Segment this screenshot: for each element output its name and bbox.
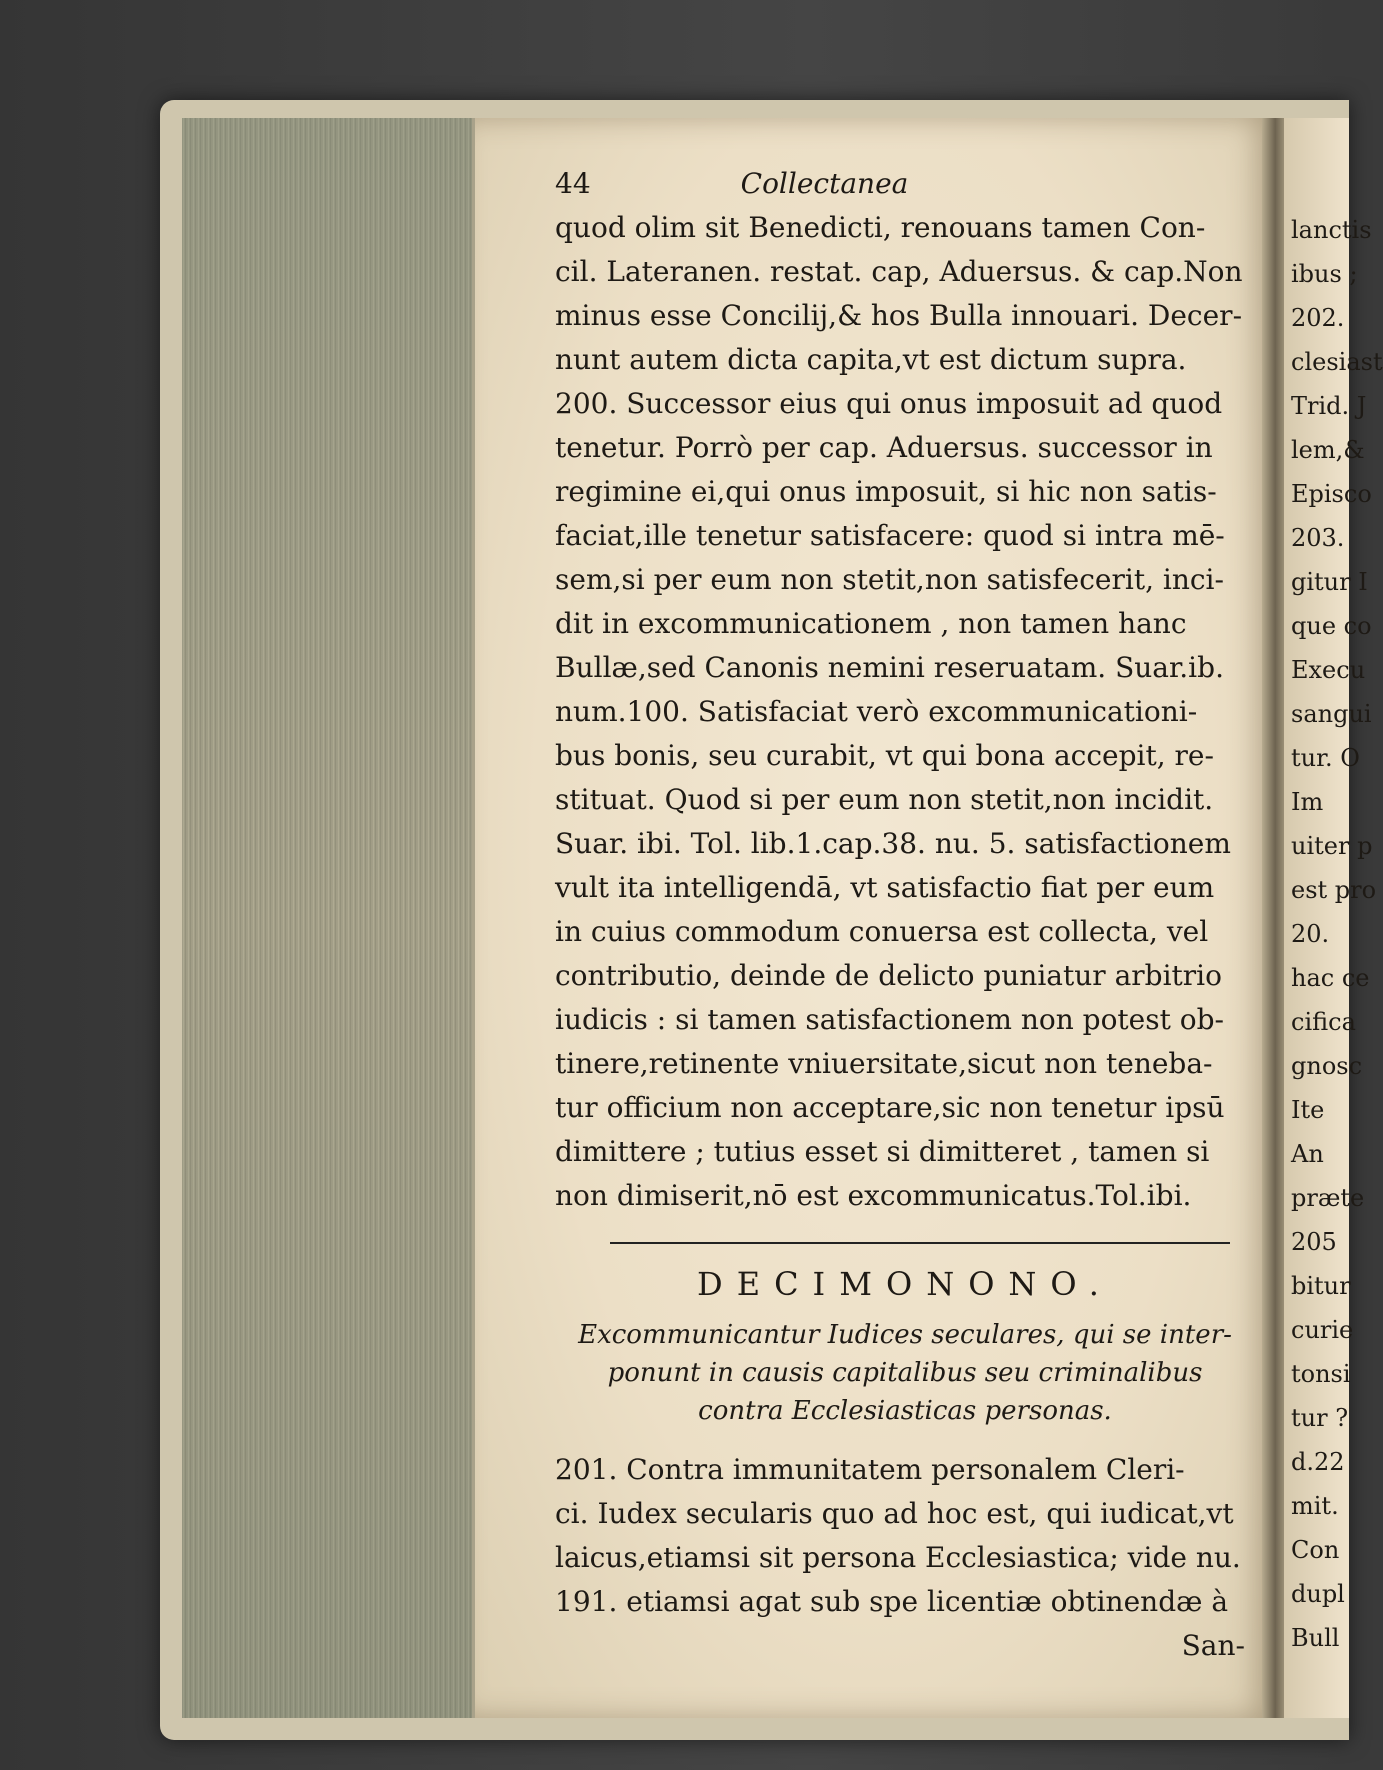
text-line: cil. Lateranen. restat. cap, Aduersus. & cap.Non: [555, 255, 1243, 288]
right-page-fragment: d.22: [1291, 1448, 1345, 1476]
page-edges: [182, 118, 475, 1718]
text-line: iudicis : si tamen satisfactionem non potest ob-: [555, 1003, 1225, 1036]
right-page-fragment: 20.: [1291, 920, 1330, 948]
right-page-fragment: gitur I: [1291, 568, 1368, 596]
right-page-fragment: Con: [1291, 1536, 1340, 1564]
right-page-fragment: uiter p: [1291, 832, 1373, 860]
text-block-top: [555, 206, 1255, 1218]
text-line: contributio, deinde de delicto puniatur arbitrio: [555, 959, 1222, 992]
right-page-fragment: tur ?: [1291, 1404, 1349, 1432]
text-line: tur officium non acceptare,sic non tenetur ipsū: [555, 1091, 1225, 1124]
left-page-text: [555, 162, 1255, 1668]
right-page-fragment: tonsi: [1291, 1360, 1351, 1388]
spacer: [555, 1430, 1255, 1448]
text-line: quod olim sit Benedicti, renouans tamen Con-: [555, 211, 1206, 244]
text-line: minus esse Concilij,& hos Bulla innouari. Decer-: [555, 299, 1243, 332]
right-page-fragment: mit.: [1291, 1492, 1339, 1520]
right-page-fragment: dupl: [1291, 1580, 1345, 1608]
right-page-fragment: lem,&: [1291, 436, 1365, 464]
right-page-fragment: Bull: [1291, 1624, 1340, 1652]
text-line: vult ita intelligendā, vt satisfactio fiat per eum: [555, 871, 1215, 904]
right-page-fragment: ibus ;: [1291, 260, 1358, 288]
page-header: [555, 162, 1255, 206]
text-line: 191. etiamsi agat sub spe licentiæ obtinendæ à: [555, 1585, 1229, 1618]
text-line: nunt autem dicta capita,vt est dictum supra.: [555, 343, 1187, 376]
right-page-fragment: Ite: [1291, 1096, 1325, 1124]
text-line: Bullæ,sed Canonis nemini reseruatam. Suar.ib.: [555, 651, 1224, 684]
rubric-line: Excommunicantur Iudices seculares, qui se inter-: [578, 1320, 1232, 1350]
text-line: in cuius commodum conuersa est collecta, vel: [555, 915, 1209, 948]
text-line: 201. Contra immunitatem personalem Cleri-: [555, 1453, 1185, 1486]
text-line: bus bonis, seu curabit, vt qui bona accepit, re-: [555, 739, 1214, 772]
section-heading: DECIMONONO.: [697, 1265, 1113, 1303]
right-page-fragment: lanctis: [1291, 216, 1372, 244]
text-line: laicus,etiamsi sit persona Ecclesiastica; vide nu.: [555, 1541, 1241, 1574]
text-line: ci. Iudex secularis quo ad hoc est, qui iudicat,vt: [555, 1497, 1234, 1530]
text-line: non dimiserit,nō est excommunicatus.Tol.ibi.: [555, 1179, 1192, 1212]
gutter: [1262, 118, 1284, 1718]
text-line: dit in excommunicationem , non tamen hanc: [555, 607, 1187, 640]
right-page-fragment: cifica: [1291, 1008, 1356, 1036]
right-page-fragment: gnosc: [1291, 1052, 1363, 1080]
text-line: regimine ei,qui onus imposuit, si hic non satis-: [555, 475, 1217, 508]
text-line: sem,si per eum non stetit,non satisfecerit, inci-: [555, 563, 1224, 596]
rubric-line: contra Ecclesiasticas personas.: [698, 1396, 1112, 1426]
text-line: stituat. Quod si per eum non stetit,non incidit.: [555, 783, 1214, 816]
page-number: 44: [555, 167, 591, 200]
right-page-fragment: Execu: [1291, 656, 1366, 684]
rubric-line: ponunt in causis capitalibus seu criminalibus: [607, 1358, 1203, 1388]
text-line: tinere,retinente vniuersitate,sicut non teneba-: [555, 1047, 1213, 1080]
text-line: Suar. ibi. Tol. lib.1.cap.38. nu. 5. satisfactionem: [555, 827, 1231, 860]
right-page-fragment: tur. O: [1291, 744, 1360, 772]
right-page-fragment: que co: [1291, 612, 1372, 640]
right-page-fragment: clesiast: [1291, 348, 1383, 376]
text-line: num.100. Satisfaciat verò excommunicationi-: [555, 695, 1198, 728]
text-line: dimittere ; tutius esset si dimitteret , tamen si: [555, 1135, 1210, 1168]
divider-rule: [610, 1242, 1230, 1244]
right-page-fragment: bitur: [1291, 1272, 1351, 1300]
catchword: San-: [1181, 1629, 1245, 1662]
right-page-fragment: 205: [1291, 1228, 1337, 1256]
right-page-fragment: est pro: [1291, 876, 1377, 904]
right-page-fragment: Trid. J: [1291, 392, 1367, 420]
rubric: [555, 1316, 1255, 1430]
right-page-fragment: 202.: [1291, 304, 1345, 332]
running-head: Collectanea: [740, 167, 909, 200]
text-block-bottom: [555, 1448, 1255, 1624]
text-line: tenetur. Porrò per cap. Aduersus. successor in: [555, 431, 1213, 464]
right-page-fragment: curie: [1291, 1316, 1354, 1344]
text-line: faciat,ille tenetur satisfacere: quod si intra mē-: [555, 519, 1225, 552]
right-page-fragment: 203.: [1291, 524, 1345, 552]
right-page-fragments: [1291, 208, 1383, 1660]
text-line: 200. Successor eius qui onus imposuit ad quod: [555, 387, 1223, 420]
right-page-fragment: Episco: [1291, 480, 1372, 508]
right-page-fragment: An: [1291, 1140, 1324, 1168]
right-page-fragment: sangui: [1291, 700, 1372, 728]
right-page-fragment: præte: [1291, 1184, 1365, 1212]
right-page-fragment: hac ce: [1291, 964, 1370, 992]
right-page-fragment: Im: [1291, 788, 1324, 816]
